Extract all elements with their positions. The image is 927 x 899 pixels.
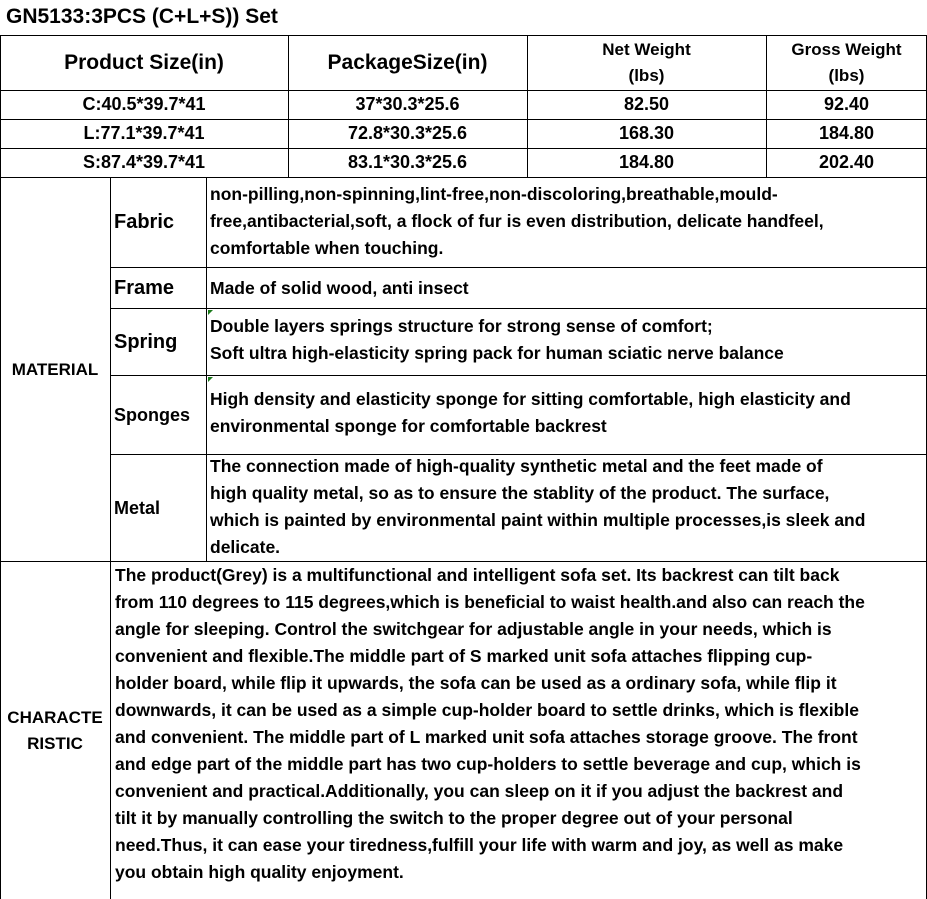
- grid-line: [527, 35, 528, 177]
- characteristic-description: The product(Grey) is a multifunctional and intelligent sofa set. Its backrest can tilt back from 110 degrees to 115 degrees,which is beneficial to waist health.and also can reach the angle for sleeping. Control the switchgear for adjustable angle in your needs, which is convenient and flexible.The middle part of S marked unit sofa attaches flipping cup- holder board, while flip it upwards, the sofa can be used as a ordinary sofa, while flip it downwards, it can be used as a simple cup-holder board to settle drinks, which is flexible and convenient. The middle part of L marked unit sofa attaches storage groove. The front and edge part of the middle part has two cup-holders to settle beverage and cup, which is convenient and practical.Additionally, you can sleep on it if you adjust the backrest and tilt it by manually controlling the switch to the proper degree out of your personal need.Thus, it can ease your tiredness,fulfill your life with warm and joy, as well as make you obtain high quality enjoyment.: [115, 565, 865, 882]
- grid-line: [110, 177, 111, 899]
- package-size-cell: 37*30.3*25.6: [355, 94, 460, 114]
- header-gross-weight: [766, 36, 927, 90]
- grid-line: [0, 90, 927, 91]
- grid-line: [110, 267, 927, 268]
- material-item-metal: Metal: [114, 498, 161, 518]
- grid-line: [0, 119, 927, 120]
- grid-line: [0, 35, 1, 899]
- package-size-cell: 72.8*30.3*25.6: [347, 123, 468, 143]
- material-item-sponges: Sponges: [114, 404, 191, 425]
- net-weight-cell: 168.30: [618, 123, 675, 143]
- gross-weight-cell: 92.40: [823, 94, 870, 114]
- material-item-fabric: Fabric: [114, 211, 175, 233]
- grid-line: [0, 177, 927, 178]
- frame-description: Made of solid wood, anti insect: [210, 277, 469, 298]
- cell-marker: [208, 377, 213, 382]
- gross-weight-cell: 184.80: [818, 123, 875, 143]
- gross-weight-unit: (lbs): [828, 66, 865, 85]
- sponges-description: High density and elasticity sponge for sitting comfortable, high elasticity and environmental sponge for comfortable backrest: [210, 389, 851, 436]
- grid-line: [0, 148, 927, 149]
- product-size-cell: C:40.5*39.7*41: [82, 94, 206, 114]
- fabric-description: non-pilling,non-spinning,lint-free,non-discoloring,breathable,mould- free,antibacterial,soft, a flock of fur is even distribution, delicate handfeel, comfortable when touching.: [210, 184, 824, 258]
- characteristic-label: CHARACTE RISTIC: [7, 707, 103, 753]
- package-size-cell: 83.1*30.3*25.6: [347, 152, 468, 172]
- grid-line: [110, 308, 927, 309]
- material-label: MATERIAL: [11, 360, 99, 379]
- material-item-spring: Spring: [114, 330, 178, 353]
- product-size-cell: L:77.1*39.7*41: [83, 123, 205, 143]
- grid-line: [0, 35, 927, 36]
- header-package-size: PackageSize(in): [327, 51, 488, 74]
- net-weight-cell: 184.80: [618, 152, 675, 172]
- grid-line: [206, 177, 207, 562]
- sheet-title: GN5133:3PCS (C+L+S)) Set: [6, 5, 278, 28]
- net-weight-unit: (lbs): [628, 66, 665, 85]
- grid-line: [288, 35, 289, 177]
- grid-line: [766, 35, 767, 177]
- spring-description: Double layers springs structure for strong sense of comfort; Soft ultra high-elasticity spring pack for human sciatic nerve balance: [210, 316, 784, 363]
- material-item-frame: Frame: [114, 276, 175, 299]
- grid-line: [110, 375, 927, 376]
- product-size-cell: S:87.4*39.7*41: [82, 152, 206, 172]
- metal-description: The connection made of high-quality synthetic metal and the feet made of high quality metal, so as to ensure the stablity of the product. The surface, which is painted by environmental paint within multiple processes,is sleek and delicate.: [210, 456, 866, 557]
- cell-marker: [208, 310, 213, 315]
- net-weight-cell: 82.50: [623, 94, 670, 114]
- grid-line: [110, 454, 927, 455]
- gross-weight-label: Gross Weight: [791, 40, 902, 59]
- header-product-size: Product Size(in): [64, 51, 224, 74]
- grid-line: [0, 561, 927, 562]
- header-net-weight: [527, 36, 766, 90]
- gross-weight-cell: 202.40: [818, 152, 875, 172]
- net-weight-label: Net Weight: [602, 40, 691, 59]
